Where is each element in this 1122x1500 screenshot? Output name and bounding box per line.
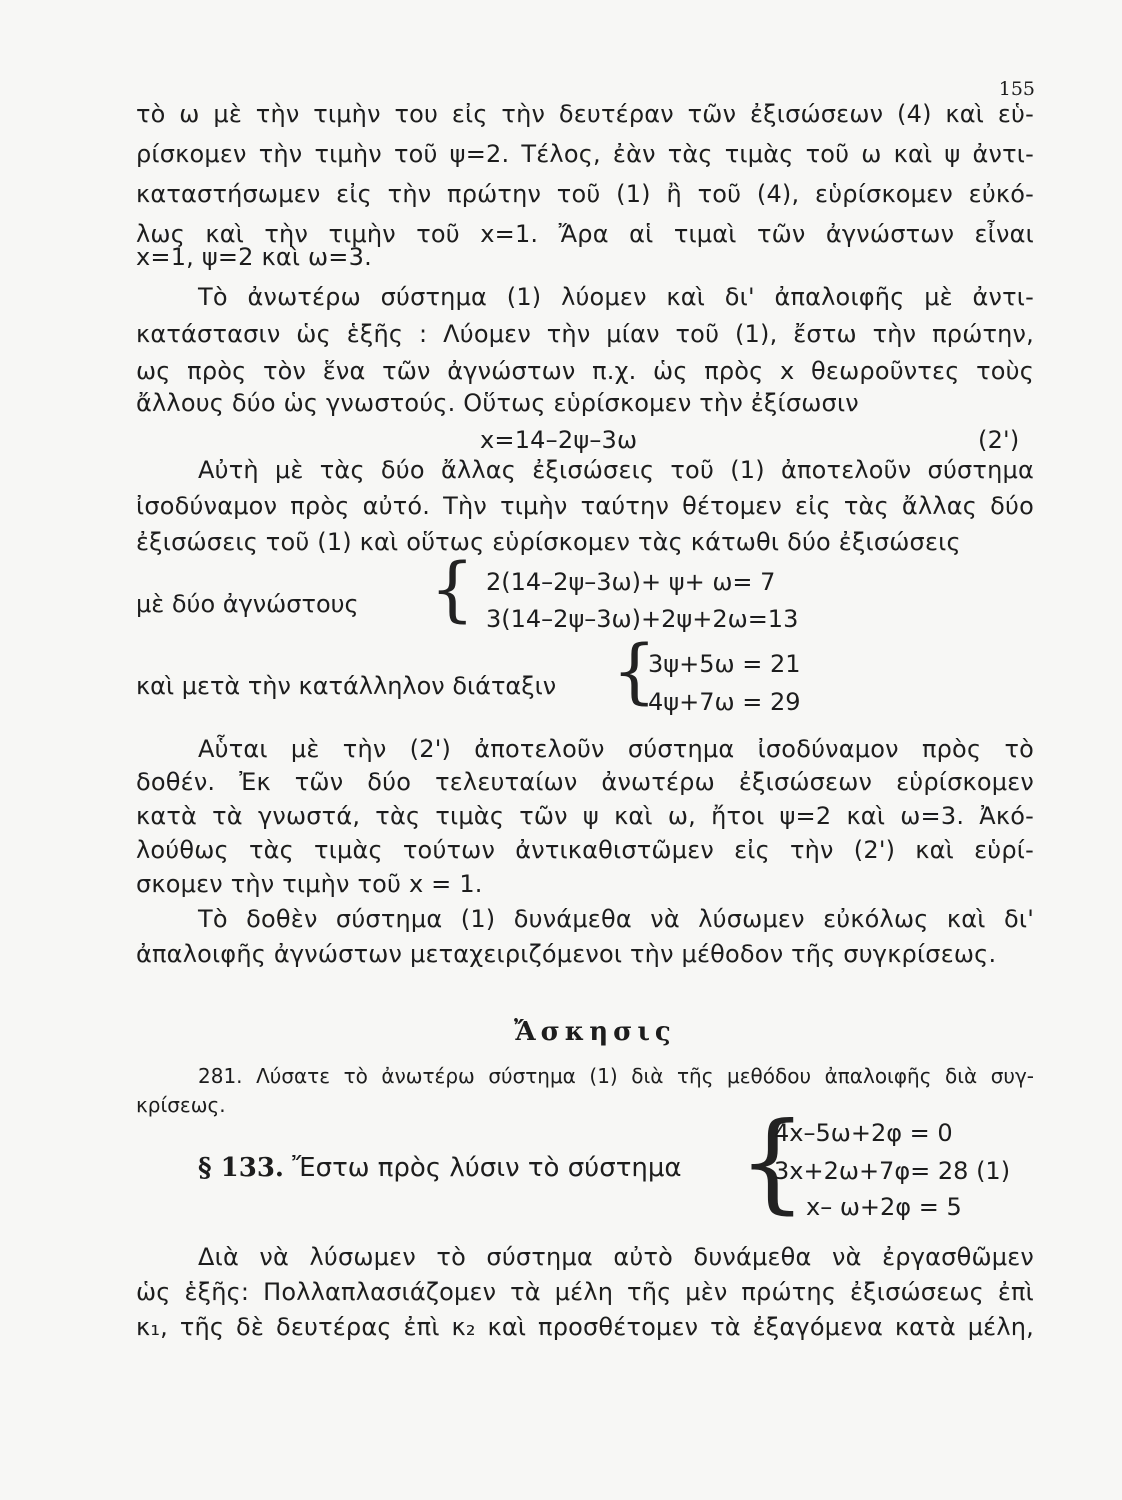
text-line: ἀπαλοιφῆς ἀγνώστων μεταχειριζόμενοι τὴν μέθοδον τῆς συγκρίσεως. bbox=[136, 940, 997, 968]
system-label: μὲ δύο ἀγνώστους bbox=[136, 590, 359, 618]
text-line: ἄλλους δύο ὡς γνωστούς. Οὕτως εὑρίσκομεν τὴν ἐξίσωσιν bbox=[136, 389, 859, 417]
section-text: Ἔστω πρὸς λύσιν τὸ σύστημα bbox=[292, 1153, 682, 1183]
system-label: καὶ μετὰ τὴν κατάλληλον διάταξιν bbox=[136, 672, 557, 700]
left-brace: { bbox=[612, 630, 657, 712]
text-line: ως πρὸς τὸν ἕνα τῶν ἀγνώστων π.χ. ὡς πρὸς x θεωροῦντες τοὺς bbox=[136, 357, 1034, 385]
system-equation: x– ω+2φ = 5 bbox=[806, 1193, 962, 1221]
text-line: Τὸ δοθὲν σύστημα (1) δυνάμεθα νὰ λύσωμεν εὐκόλως καὶ δι' bbox=[198, 905, 1034, 933]
text-line: x=1, ψ=2 καὶ ω=3. bbox=[136, 243, 372, 271]
system-equation: 3x+2ω+7φ= 28 (1) bbox=[774, 1157, 1011, 1185]
text-line: Τὸ ἀνωτέρω σύστημα (1) λύομεν καὶ δι' ἀπαλοιφῆς μὲ ἀντι- bbox=[198, 283, 1034, 311]
text-line: κατάστασιν ὡς ἑξῆς : Λύομεν τὴν μίαν τοῦ (1), ἔστω τὴν πρώτην, bbox=[136, 320, 1034, 348]
left-brace: { bbox=[430, 548, 475, 630]
section-heading bbox=[198, 1153, 682, 1183]
system-equation: 4x–5ω+2φ = 0 bbox=[774, 1119, 953, 1147]
text-line: Διὰ νὰ λύσωμεν τὸ σύστημα αὐτὸ δυνάμεθα νὰ ἐργασθῶμεν bbox=[198, 1243, 1034, 1271]
text-line: ρίσκομεν τὴν τιμὴν τοῦ ψ=2. Τέλος, ἐὰν τὰς τιμὰς τοῦ ω καὶ ψ ἀντι- bbox=[136, 140, 1034, 168]
equation: x=14–2ψ–3ω bbox=[480, 426, 638, 454]
exercise-text: κρίσεως. bbox=[136, 1093, 226, 1117]
text-line: δοθέν. Ἐκ τῶν δύο τελευταίων ἀνωτέρω ἐξισώσεων εὑρίσκομεν bbox=[136, 768, 1034, 796]
text-line: λούθως τὰς τιμὰς τούτων ἀντικαθιστῶμεν εἰς τὴν (2') καὶ εὑρί- bbox=[136, 836, 1034, 864]
text-line: Αὗται μὲ τὴν (2') ἀποτελοῦν σύστημα ἰσοδύναμον πρὸς τὸ bbox=[198, 735, 1034, 763]
equation-tag: (2') bbox=[978, 426, 1020, 454]
system-equation: 4ψ+7ω = 29 bbox=[648, 688, 801, 716]
system-equation: 3ψ+5ω = 21 bbox=[648, 650, 801, 678]
text-line: καταστήσωμεν εἰς τὴν πρώτην τοῦ (1) ἢ τοῦ (4), εὑρίσκομεν εὐκό- bbox=[136, 180, 1034, 208]
text-line: ἐξισώσεις τοῦ (1) καὶ οὕτως εὑρίσκομεν τὰς κάτωθι δύο ἐξισώσεις bbox=[136, 528, 961, 556]
section-number: § 133. bbox=[198, 1153, 284, 1183]
text-line: λως καὶ τὴν τιμὴν τοῦ x=1. Ἄρα αἱ τιμαὶ τῶν ἀγνώστων εἶναι bbox=[136, 220, 1034, 248]
text-line: κατὰ τὰ γνωστά, τὰς τιμὰς τῶν ψ καὶ ω, ἤτοι ψ=2 καὶ ω=3. Ἀκό- bbox=[136, 802, 1034, 830]
left-brace: { bbox=[738, 1100, 807, 1225]
text-line: σκομεν τὴν τιμὴν τοῦ x = 1. bbox=[136, 870, 483, 898]
page-number: 155 bbox=[998, 78, 1035, 100]
text-line: Αὐτὴ μὲ τὰς δύο ἄλλας ἐξισώσεις τοῦ (1) ἀποτελοῦν σύστημα bbox=[198, 456, 1034, 484]
text-line: ἰσοδύναμον πρὸς αὐτό. Τὴν τιμὴν ταύτην θέτομεν εἰς τὰς ἄλλας δύο bbox=[136, 492, 1034, 520]
exercise-heading: Ἄσκησις bbox=[514, 1017, 676, 1047]
exercise-text: 281. Λύσατε τὸ ἀνωτέρω σύστημα (1) διὰ τῆς μεθόδου ἀπαλοιφῆς διὰ συγ- bbox=[198, 1064, 1034, 1088]
text-line: τὸ ω μὲ τὴν τιμὴν του εἰς τὴν δευτέραν τῶν ἐξισώσεων (4) καὶ εὑ- bbox=[136, 100, 1034, 128]
text-line: ὡς ἑξῆς: Πολλαπλασιάζομεν τὰ μέλη τῆς μὲν πρώτης ἐξισώσεως ἐπὶ bbox=[136, 1278, 1034, 1306]
system-equation: 3(14–2ψ–3ω)+2ψ+2ω=13 bbox=[486, 605, 799, 633]
system-equation: 2(14–2ψ–3ω)+ ψ+ ω= 7 bbox=[486, 568, 776, 596]
text-line: κ₁, τῆς δὲ δευτέρας ἐπὶ κ₂ καὶ προσθέτομεν τὰ ἐξαγόμενα κατὰ μέλη, bbox=[136, 1313, 1034, 1341]
